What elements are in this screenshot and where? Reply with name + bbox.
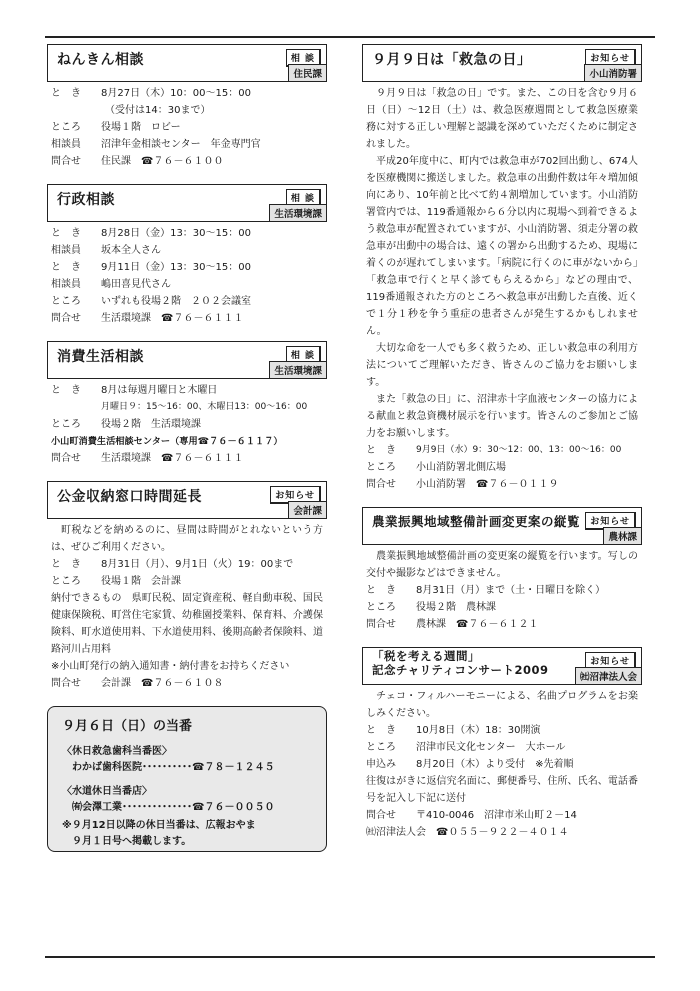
nenkin-row (51, 85, 323, 102)
kyukyu-badge: お知らせ (585, 49, 636, 67)
row-key: と き (366, 725, 396, 736)
duty-title: ９月６日（日）の当番 (62, 719, 193, 734)
row-value: いずれも役場２階 ２０２会議室 (101, 296, 251, 307)
row-value: 8月28日（金）13：30～15：00 (101, 228, 251, 239)
nenkin-row (51, 136, 323, 153)
row-key: ところ (366, 462, 396, 473)
kyukyu-header (362, 44, 642, 82)
concert-row (366, 807, 638, 824)
concert-header (362, 647, 642, 685)
nogyo-body (362, 545, 642, 633)
row-value: 沼津年金相談センター 年金専門官 (101, 139, 261, 150)
nenkin-dept: 住民課 (288, 64, 326, 81)
row-value: 8月は毎週月曜日と木曜日 (101, 385, 218, 396)
row-key: と き (51, 228, 81, 239)
row-value: 8月20日（木）より受付 ※先着順 (416, 759, 574, 770)
kokin-section (47, 481, 327, 692)
row-value: 9月9日（水）9：30～12：00、13：00～16：00 (416, 445, 622, 455)
concert-row (366, 756, 638, 773)
nogyo-badge: お知らせ (585, 512, 636, 530)
right-column (362, 44, 642, 855)
kyukyu-paragraph: 平成20年度中に、町内では救急車が702回出動し、674人を医療機関に搬送しました。救急車の出動件数は年々増加傾向にあり、10年前と比べて約４割増加しています。小山消防署管内では、119番通報から６分以内に現場へ到着できるよう救急車が配置されていますが、小山消防署、須走分署の救急車が出動中の場合は、遠くの署から出動するため、現場に着くのが遅れてしまいます。「病院に行くのに車がないから」「救急車で行くと早く診てもらえるから」などの理由で、119番通報された方のところへ救急車が出動した直後、近くで１分１秒を争う重症の患者さんが発生するかもしれません。 (366, 156, 638, 337)
nenkin-header (47, 44, 327, 82)
row-value: 生活環境課 ☎７６－６１１１ (101, 313, 244, 324)
row-value: 小山消防署 ☎７６－０１１９ (416, 479, 559, 490)
nenkin-body (47, 82, 327, 170)
gyosei-row (51, 310, 323, 327)
row-value: 役場１階 会計課 (101, 576, 181, 587)
row-value: 〒410-0046 沼津市米山町２－14 (416, 810, 577, 821)
kokin-intro: 町税などを納めるのに、昼間は時間がとれないという方は、ぜひご利用ください。 (51, 525, 323, 553)
shohi-dept: 生活環境課 (269, 361, 326, 378)
row-value: 坂本全人さん (101, 245, 161, 256)
holiday-duty-box (47, 706, 327, 852)
row-key: 問合せ (51, 453, 81, 464)
concert-howto: 往復はがきに返信究名面に、郵便番号、住所、氏名、電話番号を記入し下記に送付 (366, 776, 638, 804)
nogyo-row (366, 616, 638, 633)
kokin-row (51, 573, 323, 590)
kyukyu-dept: 小山消防署 (584, 64, 641, 81)
row-key: 相談員 (51, 245, 81, 256)
row-key: 問合せ (366, 810, 396, 821)
gyosei-section (47, 184, 327, 327)
row-value: 役場２階 生活環境課 (101, 419, 201, 430)
concert-intro: チェコ・フィルハーモニーによる、名曲プログラムをお楽しみください。 (366, 691, 638, 719)
row-key: と き (51, 385, 81, 396)
shohi-body (47, 379, 327, 467)
kyukyu-section (362, 44, 642, 493)
shohi-badge: 相 談 (286, 346, 321, 364)
gyosei-row (51, 259, 323, 276)
gyosei-body (47, 222, 327, 327)
nogyo-row (366, 582, 638, 599)
nogyo-row (366, 599, 638, 616)
row-key: と き (366, 585, 396, 596)
row-key: 問合せ (366, 479, 396, 490)
nenkin-title: ねんきん相談 (57, 52, 144, 68)
top-rule (45, 36, 655, 38)
duty-gap (62, 776, 316, 784)
row-key: 問合せ (51, 678, 81, 689)
row-key: 相談員 (51, 279, 81, 290)
kokin-row (51, 556, 323, 573)
nenkin-row: （受付は14：30まで） (105, 105, 211, 116)
concert-title (372, 649, 549, 677)
nogyo-section (362, 507, 642, 633)
duty-water-label: 〈水道休日当番店〉 (62, 786, 152, 797)
concert-badge: お知らせ (585, 652, 636, 670)
row-value: 8月31日（月）まで（土・日曜日を除く） (416, 585, 606, 596)
kyukyu-title: ９月９日は「救急の日」 (372, 52, 532, 68)
kokin-row (51, 675, 323, 692)
kyukyu-paragraph: また「救急の日」に、沼津赤十字血液センターの協力による献血と救急資機材展示を行います。皆さんのご参加とご協力をお願いします。 (366, 394, 638, 439)
nogyo-dept: 農林課 (603, 527, 641, 544)
concert-dept: ㈳沼津法人会 (575, 667, 641, 684)
kokin-header (47, 481, 327, 519)
kyukyu-row (366, 476, 638, 493)
row-key: 問合せ (51, 313, 81, 324)
gyosei-row (51, 242, 323, 259)
concert-title-line-2: 記念チャリティコンサート2009 (372, 663, 549, 677)
row-key: と き (51, 88, 81, 99)
row-key: ところ (51, 122, 81, 133)
row-value: 沼津市民文化センター 大ホール (416, 742, 566, 753)
kyukyu-body (362, 82, 642, 493)
shohi-header (47, 341, 327, 379)
row-key: ところ (51, 296, 81, 307)
nenkin-badge: 相 談 (286, 49, 321, 67)
row-value: 生活環境課 ☎７６－６１１１ (101, 453, 244, 464)
kyukyu-paragraph: ９月９日は「救急の日」です。また、この日を含む９月６日（日）～12日（土）は、救急医療週間として救急医療業務に対する正しい理解と認識を深めていただくために制定されました。 (366, 88, 638, 150)
row-value: 小山消防署北側広場 (416, 462, 506, 473)
kyukyu-row (366, 459, 638, 476)
concert-row (366, 722, 638, 739)
row-value: 8月27日（木）10：00～15：00 (101, 88, 251, 99)
duty-dental-label: 〈休日救急歯科当番医〉 (62, 746, 172, 757)
shohi-title: 消費生活相談 (57, 349, 144, 365)
row-key: と き (51, 559, 81, 570)
kokin-badge: お知らせ (270, 486, 321, 504)
gyosei-header (47, 184, 327, 222)
row-key: ところ (51, 419, 81, 430)
row-key: 相談員 (51, 139, 81, 150)
row-value: 農林課 ☎７６－６１２１ (416, 619, 539, 630)
nogyo-header (362, 507, 642, 545)
row-key: と き (51, 262, 81, 273)
row-key: ところ (51, 576, 81, 587)
row-key: ところ (366, 602, 396, 613)
shohi-row (51, 450, 323, 467)
concert-body (362, 685, 642, 841)
row-key: 問合せ (51, 156, 81, 167)
kyukyu-paragraph: 大切な命を一人でも多く救うため、正しい救急車の利用方法についてご理解いただき、皆さんのご協力をお願いします。 (366, 343, 638, 388)
shohi-center: 小山町消費生活相談センター（専用☎７６－６１１７） (51, 436, 283, 447)
row-key: と き (366, 445, 396, 456)
concert-section (362, 647, 642, 841)
shohi-row (51, 382, 323, 399)
kokin-title: 公金収納窓口時間延長 (57, 489, 202, 505)
duty-dental-entry: わかば歯科医院･･････････☎７８－１２４５ (72, 762, 275, 773)
nenkin-row (51, 153, 323, 170)
row-value: 10月8日（木）18：30開演 (416, 725, 541, 736)
row-key: 問合せ (366, 619, 396, 630)
row-key: ところ (366, 742, 396, 753)
shohi-row: 月曜日９：15～16：00、木曜日13：00～16：00 (101, 402, 308, 412)
gyosei-row (51, 293, 323, 310)
concert-row (366, 739, 638, 756)
gyosei-row (51, 276, 323, 293)
shohi-row (51, 416, 323, 433)
gyosei-title: 行政相談 (57, 192, 115, 208)
kokin-payable: 納付できるもの 県町民税、固定資産税、軽自動車税、国民健康保険税、町営住宅家賃、幼稚園授業料、保育料、介護保険料、町水道使用料、下水道使用料、後期高齢者保険料、道路河川占用料 (51, 593, 323, 655)
nenkin-row (51, 119, 323, 136)
row-value: 9月11日（金）13：30～15：00 (101, 262, 251, 273)
row-value: 会計課 ☎７６－６１０８ (101, 678, 224, 689)
row-value: 住民課 ☎７６－６１００ (101, 156, 224, 167)
kokin-note: ※小山町発行の納入通知書・納付書をお持ちください (51, 661, 290, 672)
gyosei-dept: 生活環境課 (269, 204, 326, 221)
nogyo-intro: 農業振興地域整備計画の変更案の縦覧を行います。写しの交付や撮影などはできません。 (366, 551, 638, 579)
duty-water-entry: ㈲会澤工業･･････････････☎７６－００５０ (72, 802, 275, 813)
nenkin-section (47, 44, 327, 170)
bottom-rule (45, 956, 655, 958)
shohi-section (47, 341, 327, 467)
row-value: 役場１階 ロビー (101, 122, 181, 133)
row-value: 8月31日（月）、9月1日（火）19：00まで (101, 559, 294, 570)
kokin-dept: 会計課 (288, 501, 326, 518)
left-column (47, 44, 327, 852)
gyosei-row (51, 225, 323, 242)
concert-title-line-1: 「税を考える週間」 (372, 649, 480, 663)
row-value: 嶋田喜見代さん (101, 279, 171, 290)
duty-note-2: ９月１日号へ掲載します。 (72, 836, 192, 847)
row-key: 申込み (366, 759, 396, 770)
row-value: 役場２階 農林課 (416, 602, 496, 613)
kokin-body (47, 519, 327, 692)
duty-note-1: ※９月12日以降の休日当番は、広報おやま (62, 820, 256, 831)
concert-contact-2: ㈳沼津法人会 ☎０５５－９２２－４０１４ (366, 827, 569, 838)
gyosei-badge: 相 談 (286, 189, 321, 207)
kyukyu-row (366, 442, 638, 459)
nogyo-title: 農業振興地域整備計画変更案の縦覧 (372, 514, 581, 529)
